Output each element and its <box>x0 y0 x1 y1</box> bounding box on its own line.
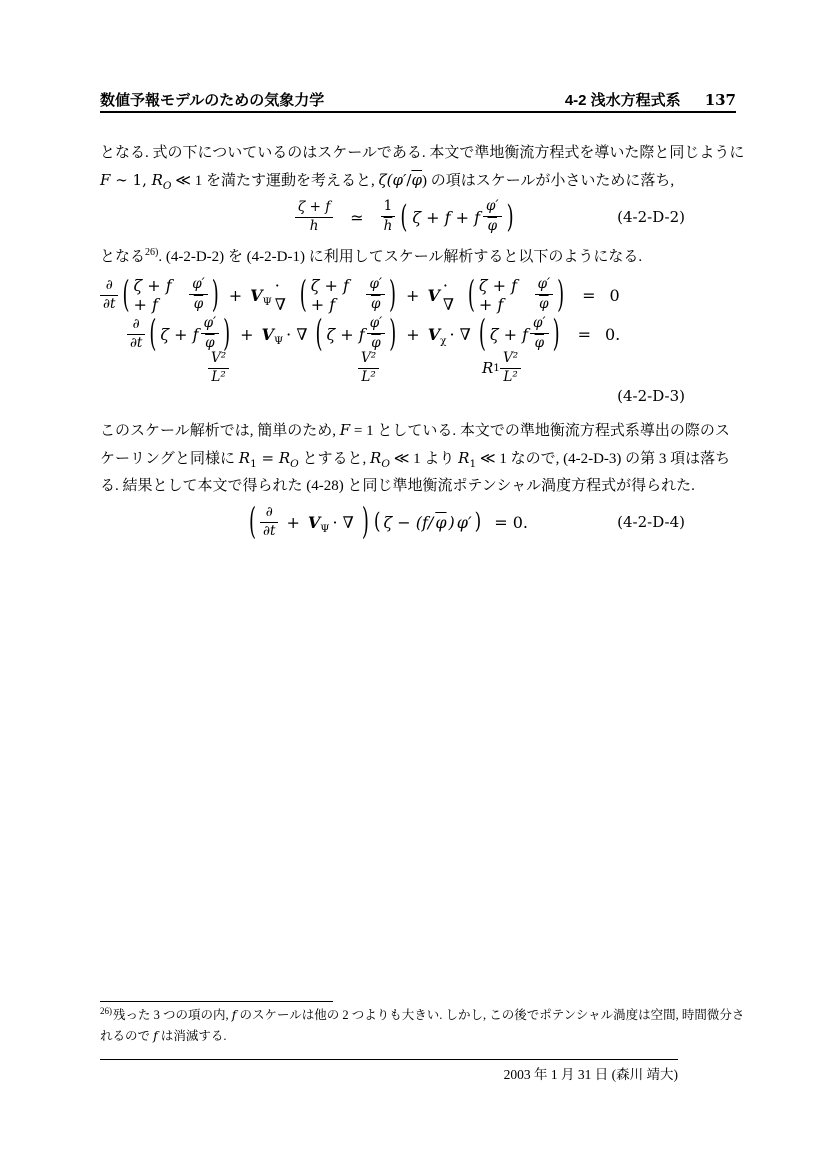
math-fraction <box>367 316 386 352</box>
header <box>100 89 736 110</box>
math-dot-nabla: · ∇ <box>274 276 286 314</box>
math-var-R: R <box>238 449 251 467</box>
math-phi-bar: $\overline{\varphi}$ <box>411 171 422 189</box>
math-numerator: φ′ <box>189 277 208 295</box>
footer-date: 2003 年 1 月 31 日 (森川 靖大) <box>503 1067 678 1082</box>
text: 残った 3 つの項の内, <box>113 1008 232 1022</box>
text-line <box>100 1026 748 1047</box>
math-vector-V-psi <box>250 285 272 308</box>
math-expression: ζ + f <box>326 324 365 344</box>
math-phi-bar: $\overline{\varphi}$ <box>435 512 447 532</box>
math-numerator: 1 <box>381 199 396 217</box>
math-numerator: ∂ <box>260 505 278 523</box>
equation-tag: (4-2-D-2) <box>617 208 685 226</box>
text: ≪ 1 より <box>389 451 459 467</box>
math-var-R: R <box>370 449 382 467</box>
scale-label-2 <box>358 351 379 386</box>
left-paren: ( <box>149 313 157 355</box>
math-dot-nabla: · ∇ <box>286 324 308 344</box>
text: れるので <box>100 1028 154 1043</box>
math-denominator: L² <box>361 368 376 385</box>
equation-tag: (4-2-D-3) <box>617 387 685 405</box>
math-denominator: L² <box>211 368 226 385</box>
text: このスケール解析では, 簡単のため, <box>100 423 340 439</box>
left-paren: ( <box>373 509 381 535</box>
left-paren: ( <box>299 274 307 316</box>
math-denominator: φ <box>487 218 498 234</box>
footnote-rule <box>100 1001 333 1002</box>
math-expression: ) <box>448 512 455 532</box>
math-var-R: R <box>482 359 494 378</box>
math-partial-derivative <box>100 278 118 313</box>
math-fraction <box>208 351 229 386</box>
math-numerator: φ′ <box>366 277 385 295</box>
math-expression: ζ + f + f <box>133 276 172 314</box>
math-fraction <box>535 277 554 313</box>
math-numerator: φ′ <box>367 316 386 334</box>
math-var-R: R <box>278 449 291 467</box>
text-line <box>100 473 742 500</box>
math-denominator: h <box>309 217 319 234</box>
paragraph-1 <box>100 140 745 195</box>
math-denominator: ∂t <box>263 522 276 539</box>
right-paren: ) <box>389 274 397 316</box>
math-dot-nabla: · ∇ <box>332 512 354 532</box>
text: る. 結果として本文で得られた (4-28) と同じ準地衡流ポテンシャル渦度方程式が得られた. <box>100 478 695 494</box>
right-paren: ) <box>506 199 514 235</box>
right-paren: ) <box>361 501 369 543</box>
math-numerator: ζ + f <box>295 200 333 218</box>
text: のスケールは他の 2 つよりも大きい. しかし, この後でポテンシャル渦度は空間, 時間微分さ <box>236 1008 745 1022</box>
math-numerator: V² <box>208 351 229 369</box>
math-fraction <box>358 351 379 386</box>
text-line <box>100 244 742 271</box>
text: ≪ 1 を満たす運動を考えると, <box>171 173 379 189</box>
math-denominator: h <box>383 218 393 234</box>
math-numerator: ∂ <box>127 317 145 335</box>
text: となる. 式の下についているのはスケールである. 本文で準地衡流方程式を導いた際と同じように <box>100 145 745 161</box>
math-plus: + <box>240 324 254 344</box>
math-subscript-psi: Ψ <box>320 522 330 535</box>
header-rule <box>100 111 736 113</box>
math-plus: + <box>406 324 420 344</box>
math-denominator: ∂t <box>103 295 116 312</box>
equation-tag: (4-2-D-4) <box>617 513 685 531</box>
math-expression: ζ + f <box>160 324 199 344</box>
math-plus: + <box>406 285 420 305</box>
math-partial-derivative <box>127 317 145 352</box>
math-dot-nabla: · ∇ <box>449 324 471 344</box>
math-partial-derivative <box>260 505 278 540</box>
math-subscript: 1 <box>250 458 257 470</box>
right-paren: ) <box>211 274 219 316</box>
text-line <box>100 140 745 167</box>
math-rhs: 0 <box>609 285 620 305</box>
math-vector-V-psi <box>307 512 330 535</box>
math-phi-prime: φ′ <box>392 171 407 189</box>
math-fraction <box>295 200 333 235</box>
math-subscript-psi: Ψ <box>262 295 272 308</box>
math-denominator: φ <box>539 296 549 312</box>
footer-rule <box>100 1059 678 1060</box>
math-denominator: φ <box>193 296 204 312</box>
right-paren: ) <box>474 509 482 535</box>
math-fraction <box>530 316 549 352</box>
math-denominator: φ <box>371 335 381 351</box>
math-expression: ζ + f <box>489 324 529 344</box>
math-plus: + <box>228 285 243 305</box>
math-var-V: V <box>427 324 441 344</box>
paragraph-2 <box>100 244 742 271</box>
math-expression: ζ + f + f <box>310 276 349 314</box>
text: は消滅する. <box>157 1028 227 1043</box>
math-var-V: V <box>427 285 440 305</box>
math-fraction <box>201 316 220 352</box>
left-paren: ( <box>249 501 257 543</box>
math-rhs: = 0. <box>494 512 529 532</box>
left-paren: ( <box>315 313 323 355</box>
text-line <box>100 417 742 445</box>
footnote-marker: 26) <box>100 1005 112 1016</box>
math-var-F: F <box>100 171 111 189</box>
math-denominator: φ <box>205 335 215 351</box>
math-numerator: φ′ <box>535 277 554 295</box>
text: ∼ 1, <box>110 171 152 189</box>
math-numerator: φ′ <box>201 316 220 334</box>
math-equals: = <box>256 449 279 467</box>
math-fraction <box>366 277 385 313</box>
left-paren: ( <box>400 199 408 235</box>
math-relation: ≃ <box>350 207 364 227</box>
math-var-R: R <box>458 449 470 467</box>
math-var-V: V <box>261 324 274 344</box>
text: とすると, <box>298 451 371 467</box>
math-expression: ζ + f + f <box>412 207 481 227</box>
right-paren: ) <box>389 313 397 355</box>
text: ≪ 1 なので, (4-2-D-3) の第 3 項は落ち <box>476 451 731 467</box>
math-numerator: φ′ <box>530 316 549 334</box>
math-plus: + <box>286 512 300 532</box>
math-fraction <box>381 199 396 235</box>
equation-4-2-D-4 <box>100 498 736 546</box>
text-line <box>100 445 742 473</box>
text-line <box>100 167 742 195</box>
math-vector-V-chi <box>427 286 439 305</box>
math-var-F: F <box>339 421 351 439</box>
header-page-number: 137 <box>704 91 736 109</box>
math-subscript-chi: χ <box>440 334 447 347</box>
math-phi-prime: φ′ <box>456 512 472 532</box>
math-denominator: φ <box>534 335 545 351</box>
math-equals: = <box>577 324 591 344</box>
math-subscript: O <box>381 458 390 470</box>
math-subscript: 1 <box>469 458 477 470</box>
text: ケーリングと同様に <box>100 451 239 467</box>
math-fraction <box>483 199 502 235</box>
math-var-f: f <box>231 1007 237 1022</box>
math-slash: / <box>406 171 412 189</box>
footnote-marker: 26) <box>145 247 159 258</box>
math-var-R: R <box>151 171 163 189</box>
math-zeta: ζ( <box>378 171 393 189</box>
math-numerator: φ′ <box>483 199 502 217</box>
paragraph-3 <box>100 417 742 500</box>
text: ) の項はスケールが小さいために落ち, <box>421 173 675 189</box>
math-var-f: f <box>153 1027 158 1043</box>
math-equals: = <box>582 285 596 305</box>
header-right <box>565 89 736 110</box>
text: となる <box>100 249 146 265</box>
math-numerator: V² <box>500 351 521 369</box>
math-subscript-psi: Ψ <box>273 334 284 347</box>
math-dot-nabla: · ∇ <box>442 276 455 314</box>
math-expression: ζ − (f/ <box>383 512 434 532</box>
right-paren: ) <box>223 313 231 355</box>
right-paren: ) <box>557 274 565 316</box>
header-title: 数値予報モデルのための気象力学 <box>100 92 325 109</box>
math-var-V: V <box>250 285 263 305</box>
scale-label-1 <box>208 351 229 386</box>
math-subscript: O <box>290 458 299 470</box>
left-paren: ( <box>122 274 130 316</box>
math-fraction <box>189 277 208 313</box>
left-paren: ( <box>478 313 486 355</box>
equation-4-2-D-2 <box>100 192 736 242</box>
math-denominator: ∂t <box>129 334 143 351</box>
math-numerator: ∂ <box>100 278 118 296</box>
math-denominator: φ <box>371 296 381 312</box>
math-vector-V-chi <box>427 324 447 347</box>
text: = 1 としている. 本文での準地衡流方程式系導出の際のス <box>350 423 730 439</box>
footnote <box>100 1005 748 1046</box>
math-var-V: V <box>307 512 321 532</box>
math-numerator: V² <box>358 351 379 369</box>
equation-body <box>295 199 516 235</box>
math-expression: ζ + f + f <box>478 276 518 314</box>
right-paren: ) <box>552 313 560 355</box>
math-subscript: O <box>162 180 172 192</box>
scale-label-3: R 1 $\frac{\text{V²}}{\text{L²}}$ <box>482 351 521 386</box>
text-line <box>100 1005 748 1026</box>
header-section: 4-2 浅水方程式系 <box>564 92 681 109</box>
equation-body <box>247 501 529 543</box>
left-paren: ( <box>467 274 475 316</box>
math-fraction <box>500 351 521 386</box>
math-denominator: L² <box>503 368 518 385</box>
text: . (4-2-D-2) を (4-2-D-1) に利用してスケール解析すると以下のようになる. <box>158 249 643 265</box>
math-vector-V-psi <box>261 324 284 347</box>
math-rhs: 0. <box>605 324 621 344</box>
